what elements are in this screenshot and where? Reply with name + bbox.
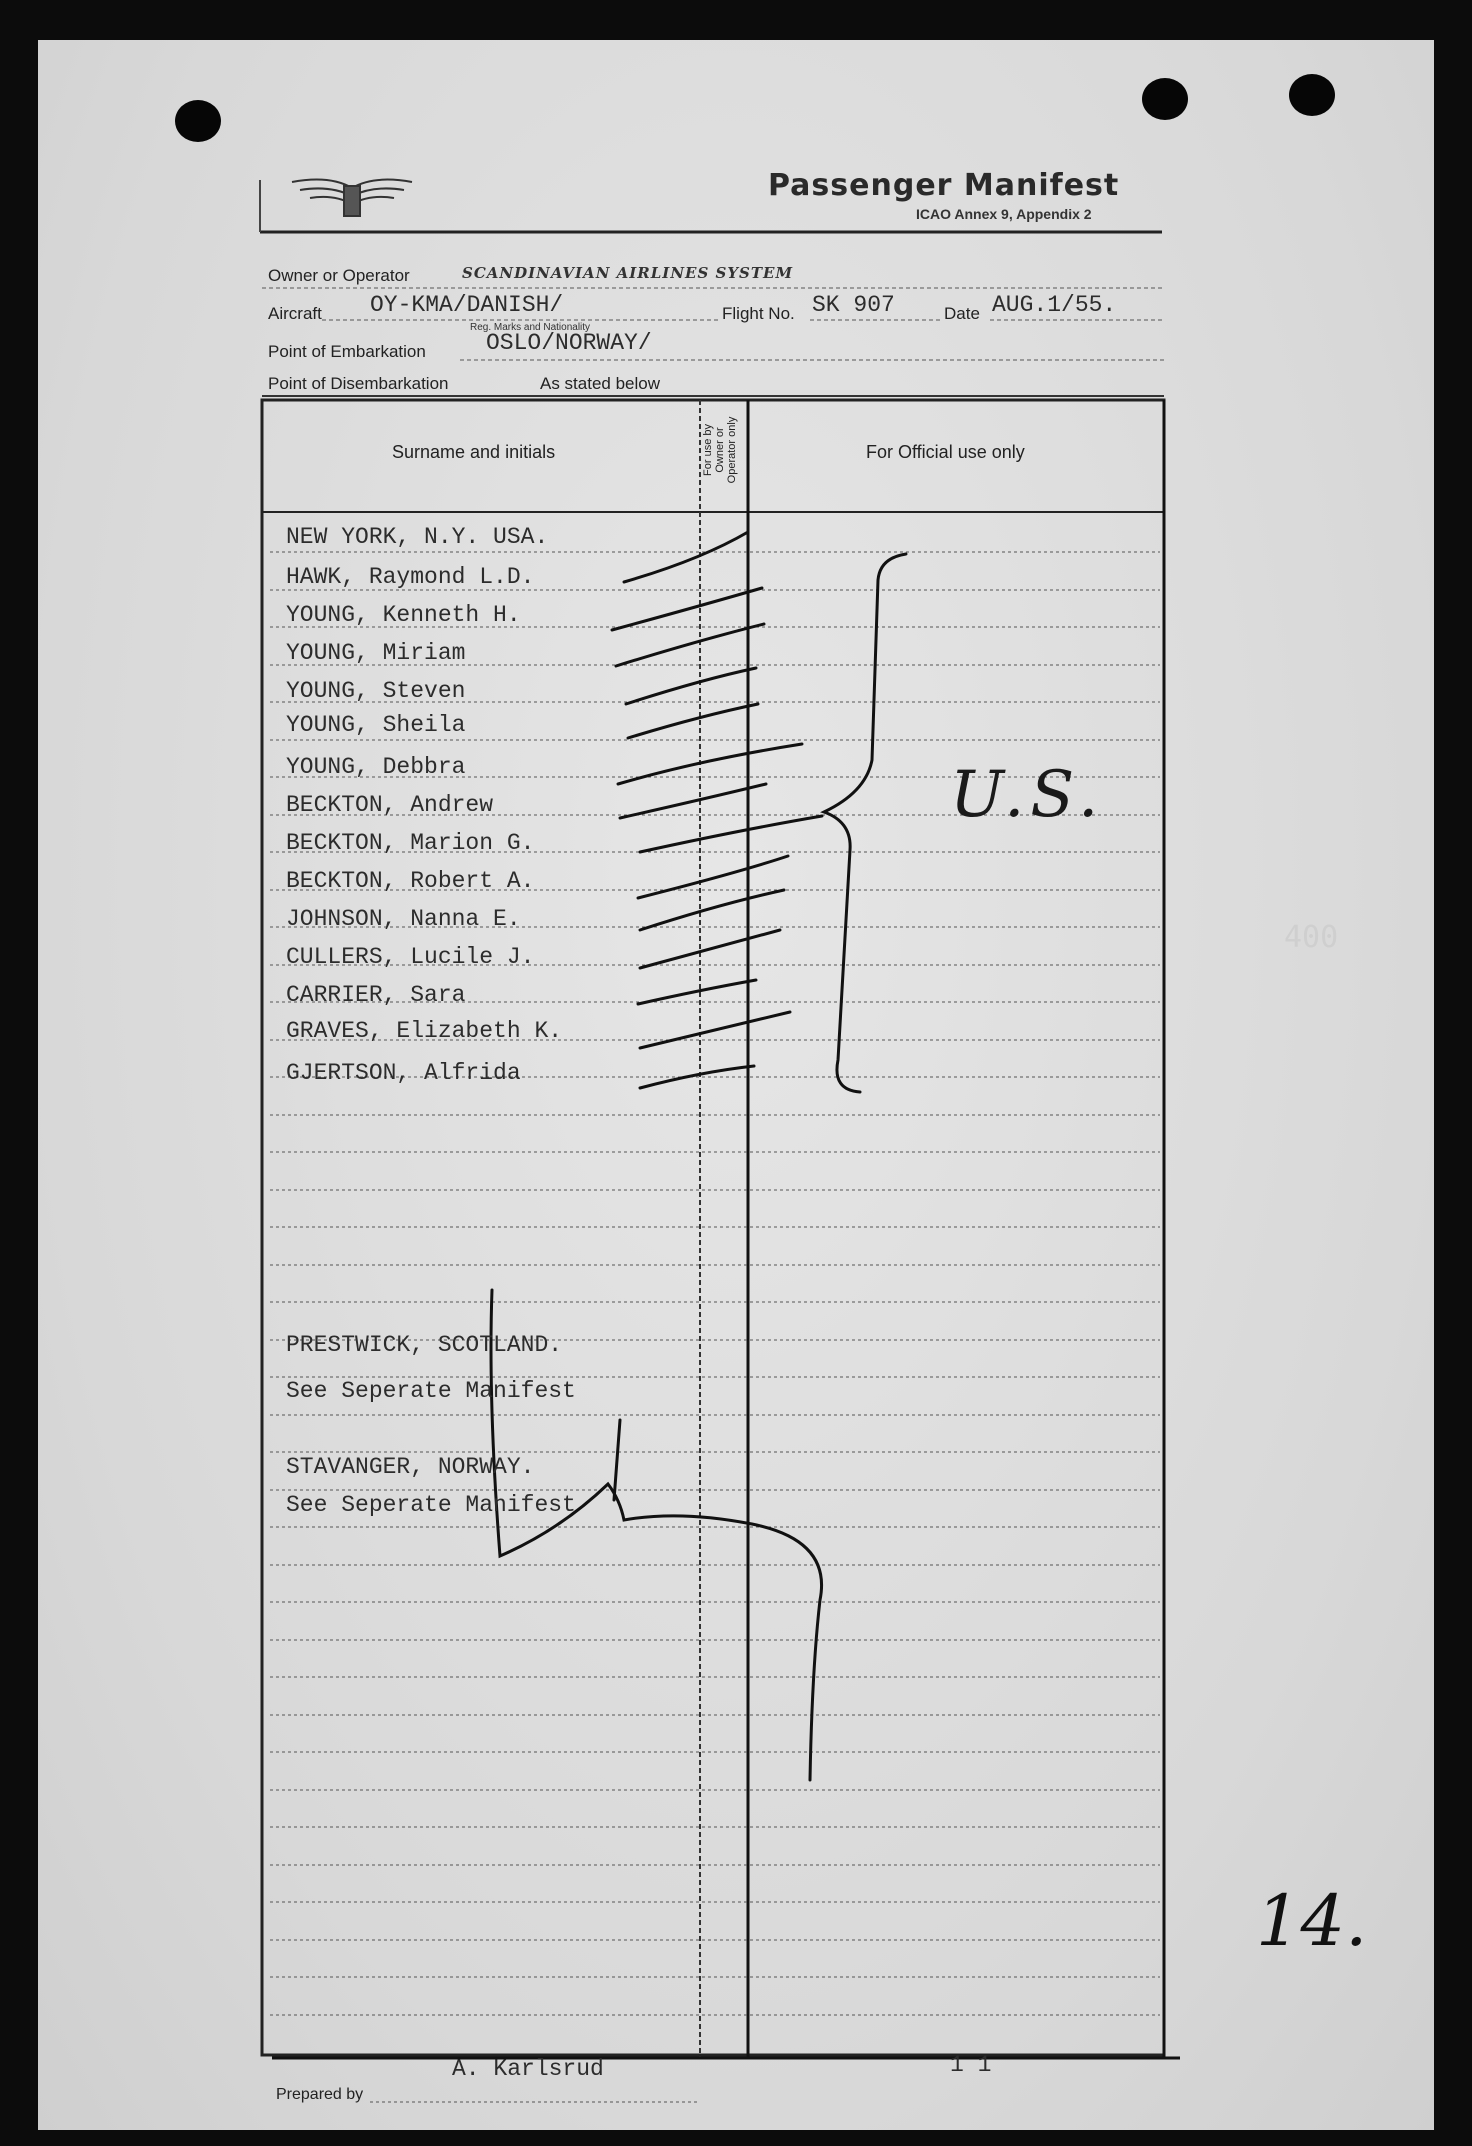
column-official-header: For Official use only [866, 442, 1025, 462]
aircraft-label: Aircraft [268, 304, 322, 323]
stop-note: See Seperate Manifest [286, 1492, 576, 1518]
passenger-row: HAWK, Raymond L.D. [286, 564, 535, 590]
flight-label: Flight No. [722, 304, 795, 323]
disembarkation-label: Point of Disembarkation [268, 374, 449, 393]
passenger-row: CARRIER, Sara [286, 982, 466, 1008]
date-label: Date [944, 304, 980, 323]
passenger-row: BECKTON, Robert A. [286, 868, 535, 894]
reg-marks-label: Reg. Marks and Nationality [470, 322, 591, 333]
embarkation-label: Point of Embarkation [268, 342, 426, 361]
official-note: U.S. [950, 758, 1105, 832]
passenger-row: YOUNG, Kenneth H. [286, 602, 521, 628]
passenger-row: YOUNG, Miriam [286, 640, 466, 666]
prepared-by-label: Prepared by [276, 2086, 364, 2103]
disembarkation-value: As stated below [540, 374, 661, 393]
stop-note: See Seperate Manifest [286, 1378, 576, 1404]
aircraft-value: OY-KMA/DANISH/ [370, 292, 564, 318]
passenger-row: YOUNG, Steven [286, 678, 466, 704]
passenger-row: GRAVES, Elizabeth K. [286, 1018, 563, 1044]
passenger-row: CULLERS, Lucile J. [286, 944, 535, 970]
passenger-row: BECKTON, Andrew [286, 792, 494, 818]
passenger-row: BECKTON, Marion G. [286, 830, 535, 856]
column-name-header: Surname and initials [392, 442, 556, 462]
stamp-number: 400 [1284, 920, 1339, 955]
column-owner-use-header: For use by Owner or Operator only [702, 416, 738, 484]
passenger-row: GJERTSON, Alfrida [286, 1060, 521, 1086]
owner-label: Owner or Operator [268, 266, 410, 285]
passenger-row: YOUNG, Debbra [286, 754, 466, 780]
page-marks: 1 1 [950, 2052, 992, 2078]
passenger-row: YOUNG, Sheila [286, 712, 466, 738]
flight-value: SK 907 [812, 292, 895, 318]
winged-logo-icon [292, 180, 412, 216]
page-number: 14. [1256, 1880, 1368, 1962]
owner-value: SCANDINAVIAN AIRLINES SYSTEM [462, 264, 794, 282]
passenger-row: JOHNSON, Nanna E. [286, 906, 521, 932]
form-subtitle: ICAO Annex 9, Appendix 2 [916, 206, 1092, 222]
stop-place: PRESTWICK, SCOTLAND. [286, 1332, 563, 1358]
date-value: AUG.1/55. [992, 292, 1117, 318]
embarkation-value: OSLO/NORWAY/ [486, 330, 652, 356]
handwritten-marks [491, 532, 906, 1780]
stop-place: STAVANGER, NORWAY. [286, 1454, 535, 1480]
prepared-by-value: A. Karlsrud [452, 2056, 604, 2082]
form-title: Passenger Manifest [768, 168, 1120, 203]
destination-header: NEW YORK, N.Y. USA. [286, 524, 549, 550]
